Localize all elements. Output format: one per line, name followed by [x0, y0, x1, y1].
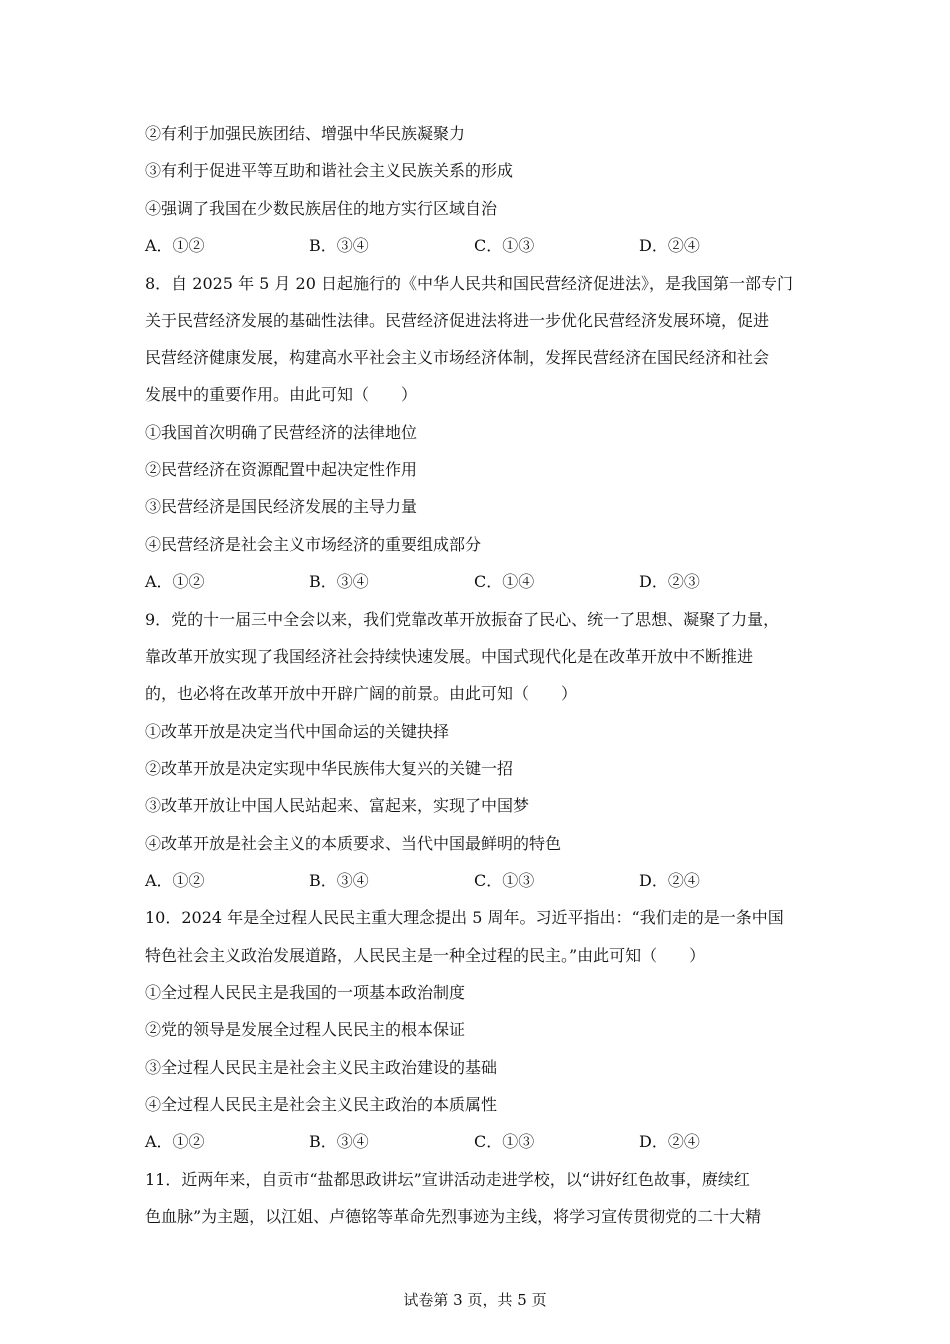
q8-option-b: B．③④ — [309, 572, 369, 591]
q8-option-d: D．②③ — [639, 572, 700, 591]
q11-stem-line-1: 11．近两年来，自贡市“盐都思政讲坛”宣讲活动走进学校，以“讲好红色故事，赓续红 — [145, 1170, 750, 1189]
q8-stem-line-2: 关于民营经济发展的基础性法律。民营经济促进法将进一步优化民营经济发展环境，促进 — [145, 311, 770, 330]
q9-options — [145, 871, 785, 891]
q8-options — [145, 572, 785, 592]
q9-stem-line-2: 靠改革开放实现了我国经济社会持续快速发展。中国式现代化是在改革开放中不断推进 — [145, 647, 754, 666]
q8-option-c: C．①④ — [474, 572, 535, 591]
q7-options — [145, 236, 785, 256]
q10-statement-2: ②党的领导是发展全过程人民民主的根本保证 — [145, 1020, 466, 1039]
q9-option-a: A．①② — [145, 871, 205, 890]
q7-statement-3: ③有利于促进平等互助和谐社会主义民族关系的形成 — [145, 161, 514, 180]
q8-statement-3: ③民营经济是国民经济发展的主导力量 — [145, 497, 418, 516]
q7-statement-4: ④强调了我国在少数民族居住的地方实行区域自治 — [145, 199, 498, 218]
q7-option-c: C．①③ — [474, 236, 535, 255]
q9-stem-line-1: 9．党的十一届三中全会以来，我们党靠改革开放振奋了民心、统一了思想、凝聚了力量， — [145, 610, 780, 629]
q10-statement-4: ④全过程人民民主是社会主义民主政治的本质属性 — [145, 1095, 498, 1114]
q8-stem-line-3: 民营经济健康发展，构建高水平社会主义市场经济体制，发挥民营经济在国民经济和社会 — [145, 348, 770, 367]
q10-option-d: D．②④ — [639, 1132, 700, 1151]
q10-options — [145, 1132, 785, 1152]
q10-stem-line-2: 特色社会主义政治发展道路，人民民主是一种全过程的民主。”由此可知（ ） — [145, 946, 706, 965]
q9-statement-4: ④改革开放是社会主义的本质要求、当代中国最鲜明的特色 — [145, 834, 562, 853]
q9-option-d: D．②④ — [639, 871, 700, 890]
q10-stem-line-1: 10．2024 年是全过程人民民主重大理念提出 5 周年。习近平指出：“我们走的是一条中国 — [145, 908, 784, 927]
q8-statement-2: ②民营经济在资源配置中起决定性作用 — [145, 460, 418, 479]
q7-statement-2: ②有利于加强民族团结、增强中华民族凝聚力 — [145, 124, 466, 143]
q8-statement-1: ①我国首次明确了民营经济的法律地位 — [145, 423, 418, 442]
q8-statement-4: ④民营经济是社会主义市场经济的重要组成部分 — [145, 535, 482, 554]
page-footer: 试卷第 3 页，共 5 页 — [403, 1291, 547, 1309]
q9-statement-1: ①改革开放是决定当代中国命运的关键抉择 — [145, 722, 450, 741]
q9-option-c: C．①③ — [474, 871, 535, 890]
q9-stem-line-3: 的，也必将在改革开放中开辟广阔的前景。由此可知（ ） — [145, 684, 578, 703]
q10-option-b: B．③④ — [309, 1132, 369, 1151]
q7-option-a: A．①② — [145, 236, 205, 255]
q11-stem-line-2: 色血脉”为主题，以江姐、卢德铭等革命先烈事迹为主线，将学习宣传贯彻党的二十大精 — [145, 1207, 762, 1226]
q9-option-b: B．③④ — [309, 871, 369, 890]
q10-statement-3: ③全过程人民民主是社会主义民主政治建设的基础 — [145, 1058, 498, 1077]
q7-option-b: B．③④ — [309, 236, 369, 255]
q10-statement-1: ①全过程人民民主是我国的一项基本政治制度 — [145, 983, 466, 1002]
q10-option-c: C．①③ — [474, 1132, 535, 1151]
q7-option-d: D．②④ — [639, 236, 700, 255]
q8-option-a: A．①② — [145, 572, 205, 591]
q10-option-a: A．①② — [145, 1132, 205, 1151]
q9-statement-2: ②改革开放是决定实现中华民族伟大复兴的关键一招 — [145, 759, 514, 778]
q8-stem-line-4: 发展中的重要作用。由此可知（ ） — [145, 385, 418, 404]
q8-stem-line-1: 8．自 2025 年 5 月 20 日起施行的《中华人民共和国民营经济促进法》，是我国第一部专门 — [145, 274, 793, 293]
q9-statement-3: ③改革开放让中国人民站起来、富起来，实现了中国梦 — [145, 796, 530, 815]
